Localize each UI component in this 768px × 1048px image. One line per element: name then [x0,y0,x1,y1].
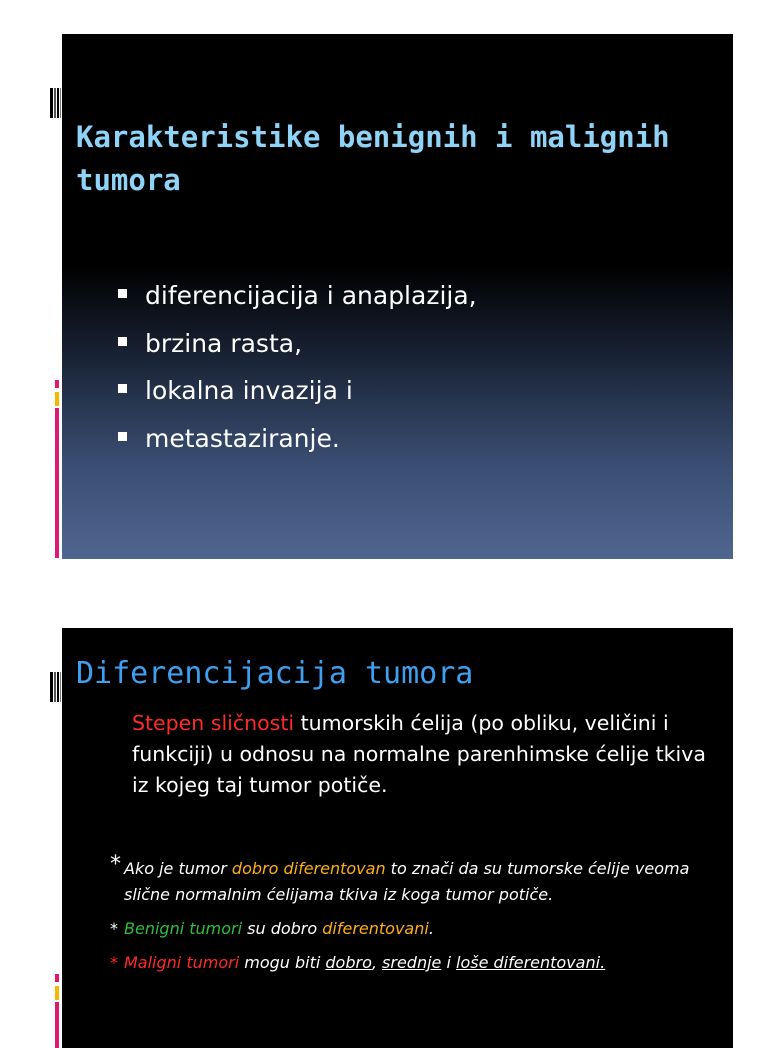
note-text: i [441,953,456,972]
note-text: mogu biti [239,953,326,972]
note-highlight: diferentovani [322,919,429,938]
note-text: su dobro [242,919,323,938]
bullet-text: brzina rasta, [145,328,303,358]
slide-2 [36,628,733,1048]
accent-bar-pink-long [55,1002,59,1048]
asterisk-icon: * [110,852,121,877]
bullet-text: metastaziranje. [145,423,340,453]
bullet-list [118,272,477,462]
note-text: Ako je tumor [124,859,232,878]
note-underlined: dobro [325,953,372,972]
note-underlined: srednje [382,953,442,972]
note-highlight: Maligni tumori [124,953,240,972]
definition-paragraph [132,708,722,801]
slide-1-title: Karakteristike benignih i malignih tumora [76,120,670,197]
note-underlined: loše diferentovani. [456,953,606,972]
asterisk-icon: * [110,919,118,938]
note-text: to znači da su tumorske ćelije veoma slične normalnim ćelijama tkiva iz koga tumor potiče. [124,859,690,904]
note-highlight: dobro diferentovan [231,859,386,878]
note-item [110,950,720,976]
bullet-item [118,272,477,320]
barcode-decoration [50,88,61,118]
asterisk-icon: * [110,953,118,972]
note-item [110,852,720,908]
square-bullet-icon [118,384,127,393]
note-item [110,916,720,942]
bullet-item [118,320,477,368]
note-text: , [371,953,383,972]
slide-sidebar [36,34,62,559]
notes-list [110,852,720,984]
note-text: . [428,919,434,938]
bullet-item [118,367,477,415]
slide-2-title: Diferencijacija tumora [76,656,474,691]
accent-bar-pink [55,380,59,388]
highlight-term: Stepen sličnosti [132,711,295,735]
square-bullet-icon [118,432,127,441]
barcode-decoration [50,672,61,702]
slide-sidebar [36,628,62,1048]
accent-bar-yellow [55,392,59,406]
bullet-item [118,415,477,463]
bullet-text: lokalna invazija i [145,376,353,405]
square-bullet-icon [118,337,127,346]
bullet-text: diferencijacija i anaplazija, [145,281,477,310]
slide-1 [36,34,733,559]
definition-text: tumorskih ćelija (po obliku, veličini i funkciji) u odnosu na normalne parenhimske ćelije tkiva iz kojeg taj tumor potiče. [132,711,706,797]
square-bullet-icon [118,289,127,298]
accent-bar-yellow [55,986,59,1000]
accent-bar-pink [55,974,59,982]
note-highlight: Benigni tumori [124,919,243,938]
accent-bar-pink-long [55,408,59,558]
